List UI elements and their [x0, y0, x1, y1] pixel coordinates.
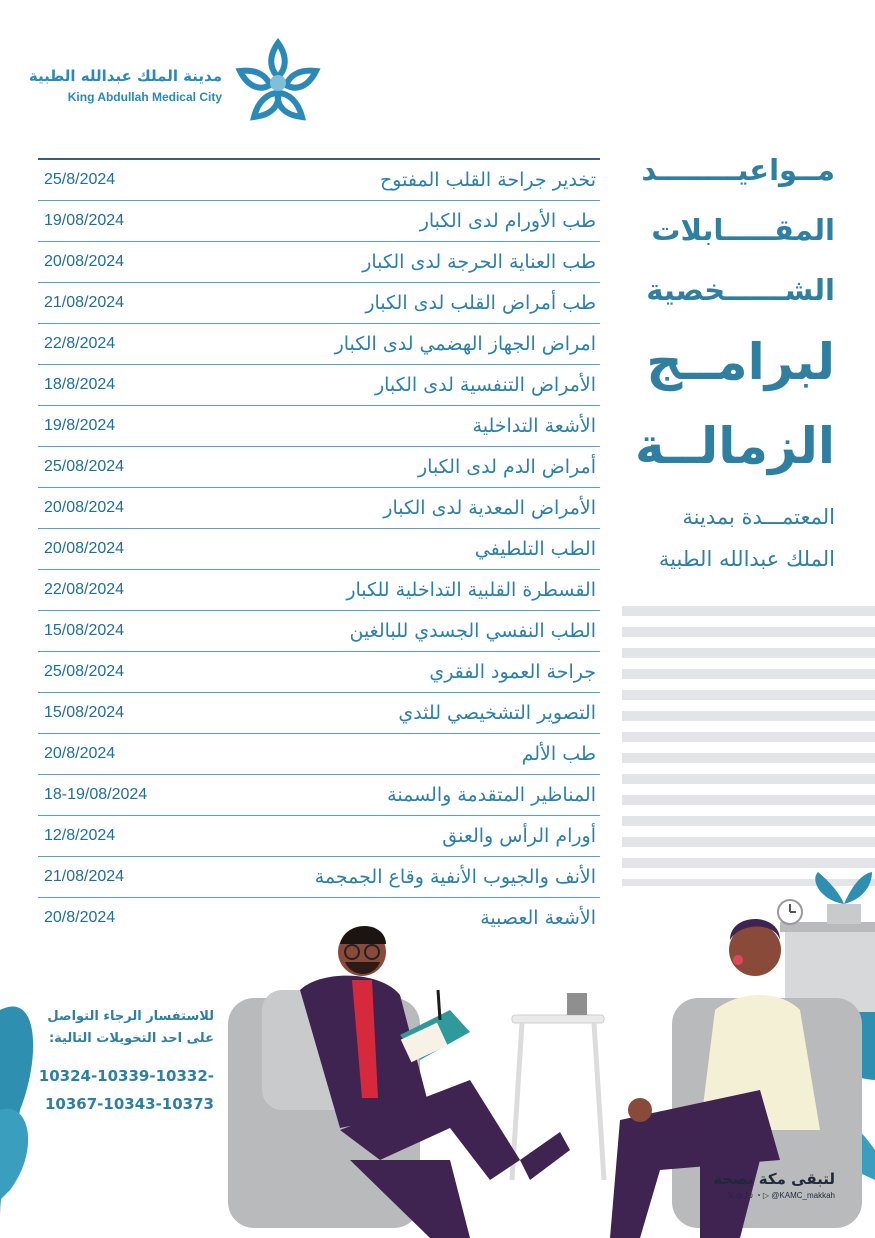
footer-slogan-block — [713, 1170, 835, 1200]
subtitle-line-1: المعتمـــدة بمدينة — [682, 505, 835, 529]
program-name: الأمراض المعدية لدى الكبار — [383, 497, 596, 519]
program-name: أمراض الدم لدى الكبار — [417, 456, 596, 478]
schedule-row — [38, 283, 600, 324]
instagram-icon: ◎ — [735, 1191, 743, 1200]
program-name: الطب النفسي الجسدي للبالغين — [349, 620, 596, 642]
title-line-2: المقـــــابلات — [651, 213, 835, 247]
schedule-row — [38, 652, 600, 693]
program-name: تخدير جراحة القلب المفتوح — [380, 169, 596, 191]
schedule-row — [38, 160, 600, 201]
interview-date: 25/08/2024 — [44, 663, 125, 680]
interview-date: 20/08/2024 — [44, 540, 125, 557]
interview-date: 12/8/2024 — [44, 827, 116, 844]
schedule-row — [38, 775, 600, 816]
interview-date: 20/08/2024 — [44, 499, 125, 516]
logo-arabic-name: مدينة الملك عبدالله الطبية — [28, 67, 222, 85]
title-line-4: لبرامــج — [646, 333, 835, 391]
schedule-row — [38, 488, 600, 529]
schedule-row — [38, 529, 600, 570]
interview-date: 22/8/2024 — [44, 335, 116, 352]
program-name: أورام الرأس والعنق — [442, 825, 596, 847]
tiktok-icon: ♪ — [749, 1191, 754, 1200]
interview-date: 25/8/2024 — [44, 171, 116, 188]
schedule-row — [38, 570, 600, 611]
interview-date: 20/8/2024 — [44, 745, 116, 762]
program-name: طب الأورام لدى الكبار — [419, 210, 596, 232]
title-block — [635, 140, 835, 580]
program-name: الأشعة التداخلية — [472, 415, 596, 437]
mug-icon — [567, 993, 587, 1015]
program-name: طب العناية الحرجة لدى الكبار — [362, 251, 596, 273]
logo-english-name: King Abdullah Medical City — [67, 90, 222, 104]
title-line-3: الشــــــخصية — [646, 273, 835, 307]
kamc-logo — [28, 35, 332, 130]
schedule-row — [38, 611, 600, 652]
program-name: التصوير التشخيصي للثدي — [398, 702, 596, 724]
schedule-row — [38, 324, 600, 365]
schedule-row — [38, 816, 600, 857]
striped-wall-decoration — [622, 606, 875, 886]
schedule-row — [38, 365, 600, 406]
contact-block — [30, 1006, 214, 1118]
interview-date: 18/8/2024 — [44, 376, 116, 393]
interview-date: 19/8/2024 — [44, 417, 116, 434]
program-name: طب أمراض القلب لدى الكبار — [365, 292, 596, 314]
schedule-row — [38, 447, 600, 488]
interview-date: 21/08/2024 — [44, 868, 125, 885]
logo-text — [29, 67, 222, 104]
snapchat-icon: ◔ — [755, 1191, 761, 1200]
program-name: امراض الجهاز الهضمي لدى الكبار — [334, 333, 596, 355]
facebook-icon: f — [745, 1191, 748, 1200]
subtitle-line-2: الملك عبدالله الطبية — [658, 547, 835, 571]
program-name: المناظير المتقدمة والسمنة — [387, 784, 596, 806]
interview-date: 20/08/2024 — [44, 253, 125, 270]
program-name: الأمراض التنفسية لدى الكبار — [374, 374, 596, 396]
program-name: الأنف والجيوب الأنفية وقاع الجمجمة — [314, 866, 596, 888]
schedule-row — [38, 201, 600, 242]
contact-line-2: على احد التحويلات التالية: — [48, 1031, 214, 1046]
program-name: القسطرة القلبية التداخلية للكبار — [346, 579, 596, 601]
schedule-row — [38, 734, 600, 775]
schedule-row — [38, 406, 600, 447]
schedule-row — [38, 693, 600, 734]
title-line-1: مــواعيــــــــد — [641, 153, 835, 187]
kamc-star-logo-icon — [232, 35, 324, 127]
side-table — [512, 1015, 604, 1023]
interview-date: 22/08/2024 — [44, 581, 125, 598]
contact-line-1: للاستفسار الرجاء التواصل — [47, 1009, 214, 1024]
interview-date: 18-19/08/2024 — [44, 786, 148, 803]
plant-icon — [815, 872, 872, 904]
x-icon: 𝕏 — [727, 1191, 734, 1200]
interview-date: 15/08/2024 — [44, 622, 125, 639]
schedule-row — [38, 242, 600, 283]
title-line-5: الزمالــة — [634, 417, 835, 475]
schedule-table — [38, 158, 600, 938]
extension-numbers-2: 10367-10343-10373 — [44, 1095, 214, 1113]
interview-date: 20/8/2024 — [44, 909, 116, 926]
social-handle: @KAMC_makkah — [771, 1191, 835, 1200]
interview-date: 19/08/2024 — [44, 212, 125, 229]
interview-date: 15/08/2024 — [44, 704, 125, 721]
social-row — [713, 1191, 835, 1200]
extension-numbers-1: 10324-10339-10332- — [38, 1067, 214, 1085]
interview-date: 25/08/2024 — [44, 458, 125, 475]
slogan-text: لتبقى مكة بصحة — [713, 1170, 835, 1188]
program-name: جراحة العمود الفقري — [429, 661, 596, 683]
program-name: الأشعة العصبية — [480, 907, 596, 929]
program-name: الطب التلطيفي — [474, 538, 596, 560]
plant-pot — [827, 904, 861, 924]
youtube-icon: ▷ — [762, 1191, 770, 1200]
interview-date: 21/08/2024 — [44, 294, 125, 311]
program-name: طب الألم — [521, 743, 596, 765]
